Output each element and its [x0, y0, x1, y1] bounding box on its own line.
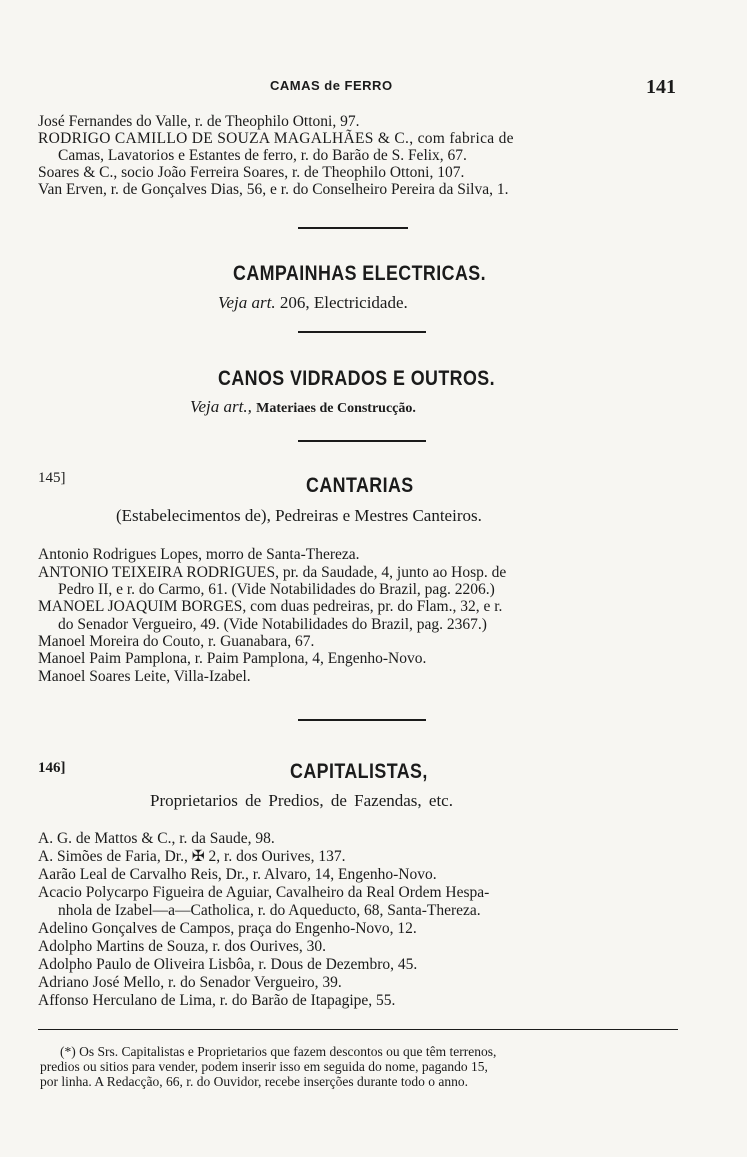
- section-subtitle-capitalistas: Proprietarios de Predios, de Fazendas, etc.: [150, 791, 453, 810]
- footnote-divider: [38, 1029, 678, 1030]
- cross-reference-campainhas: [218, 293, 408, 313]
- section-heading-canos: CANOS VIDRADOS E OUTROS.: [218, 367, 495, 390]
- cross-reference-target: Materiaes de Construcção.: [256, 401, 416, 416]
- list-item: nhola de Izabel—a—Catholica, r. do Aqueducto, 68, Santa-Thereza.: [58, 902, 481, 919]
- list-item: Van Erven, r. de Gonçalves Dias, 56, e r. do Conselheiro Pereira da Silva, 1.: [38, 181, 509, 198]
- section-divider: [298, 719, 426, 721]
- cross-reference-target: 206, Electricidade.: [279, 293, 408, 312]
- list-item: Acacio Polycarpo Figueira de Aguiar, Cavalheiro da Real Ordem Hespa-: [38, 884, 490, 901]
- list-item: Adelino Gonçalves de Campos, praça do Engenho-Novo, 12.: [38, 920, 417, 937]
- list-item: Antonio Rodrigues Lopes, morro de Santa-Thereza.: [38, 546, 360, 563]
- cross-reference-canos: [190, 397, 416, 417]
- list-item: Pedro II, e r. do Carmo, 61. (Vide Notabilidades do Brazil, pag. 2206.): [58, 581, 495, 598]
- list-item: José Fernandes do Valle, r. de Theophilo Ottoni, 97.: [38, 113, 360, 130]
- list-item: A. G. de Mattos & C., r. da Saude, 98.: [38, 830, 275, 847]
- footnote-line: (*) Os Srs. Capitalistas e Proprietarios que fazem descontos ou que têm terrenos,: [60, 1044, 497, 1059]
- section-divider: [298, 227, 408, 229]
- list-item: Manoel Soares Leite, Villa-Izabel.: [38, 668, 251, 685]
- page-number: 141: [646, 76, 676, 98]
- list-item: ANTONIO TEIXEIRA RODRIGUES, pr. da Saudade, 4, junto ao Hosp. de: [38, 564, 507, 581]
- section-subtitle-cantarias: (Estabelecimentos de), Pedreiras e Mestres Canteiros.: [116, 506, 482, 525]
- list-item: Camas, Lavatorios e Estantes de ferro, r. do Barão de S. Felix, 67.: [58, 147, 467, 164]
- list-item: Adolpho Martins de Souza, r. dos Ourives, 30.: [38, 938, 327, 955]
- list-item: do Senador Vergueiro, 49. (Vide Notabilidades do Brazil, pag. 2367.): [58, 616, 487, 633]
- section-number: 146]: [38, 760, 66, 776]
- footnote-line: por linha. A Redacção, 66, r. do Ouvidor, recebe inserções durante todo o anno.: [40, 1074, 468, 1089]
- list-item: Manoel Moreira do Couto, r. Guanabara, 67.: [38, 633, 315, 650]
- veja-label: Veja art.,: [190, 397, 252, 416]
- section-number: 145]: [38, 470, 66, 486]
- section-divider: [298, 440, 426, 442]
- list-item: Manoel Paim Pamplona, r. Paim Pamplona, 4, Engenho-Novo.: [38, 650, 427, 667]
- section-heading-campainhas: CAMPAINHAS ELECTRICAS.: [233, 262, 486, 285]
- list-item: Soares & C., socio João Ferreira Soares, r. de Theophilo Ottoni, 107.: [38, 164, 465, 181]
- veja-label: Veja art.: [218, 293, 276, 312]
- running-head: CAMAS de FERRO: [270, 78, 393, 93]
- list-item: RODRIGO CAMILLO DE SOUZA MAGALHÃES & C., com fabrica de: [38, 130, 514, 147]
- list-item: A. Simões de Faria, Dr., ✠ 2, r. dos Ourives, 137.: [38, 848, 346, 865]
- list-item: Aarão Leal de Carvalho Reis, Dr., r. Alvaro, 14, Engenho-Novo.: [38, 866, 437, 883]
- section-divider: [298, 331, 426, 333]
- list-item: Affonso Herculano de Lima, r. do Barão de Itapagipe, 55.: [38, 992, 396, 1009]
- footnote-line: predios ou sitios para vender, podem inserir isso em seguida do nome, pagando 15,: [40, 1059, 488, 1074]
- section-heading-capitalistas: CAPITALISTAS,: [290, 760, 428, 783]
- list-item: Adriano José Mello, r. do Senador Vergueiro, 39.: [38, 974, 342, 991]
- list-item: Adolpho Paulo de Oliveira Lisbôa, r. Dous de Dezembro, 45.: [38, 956, 418, 973]
- section-heading-cantarias: CANTARIAS: [306, 474, 414, 497]
- list-item: MANOEL JOAQUIM BORGES, com duas pedreiras, pr. do Flam., 32, e r.: [38, 598, 503, 615]
